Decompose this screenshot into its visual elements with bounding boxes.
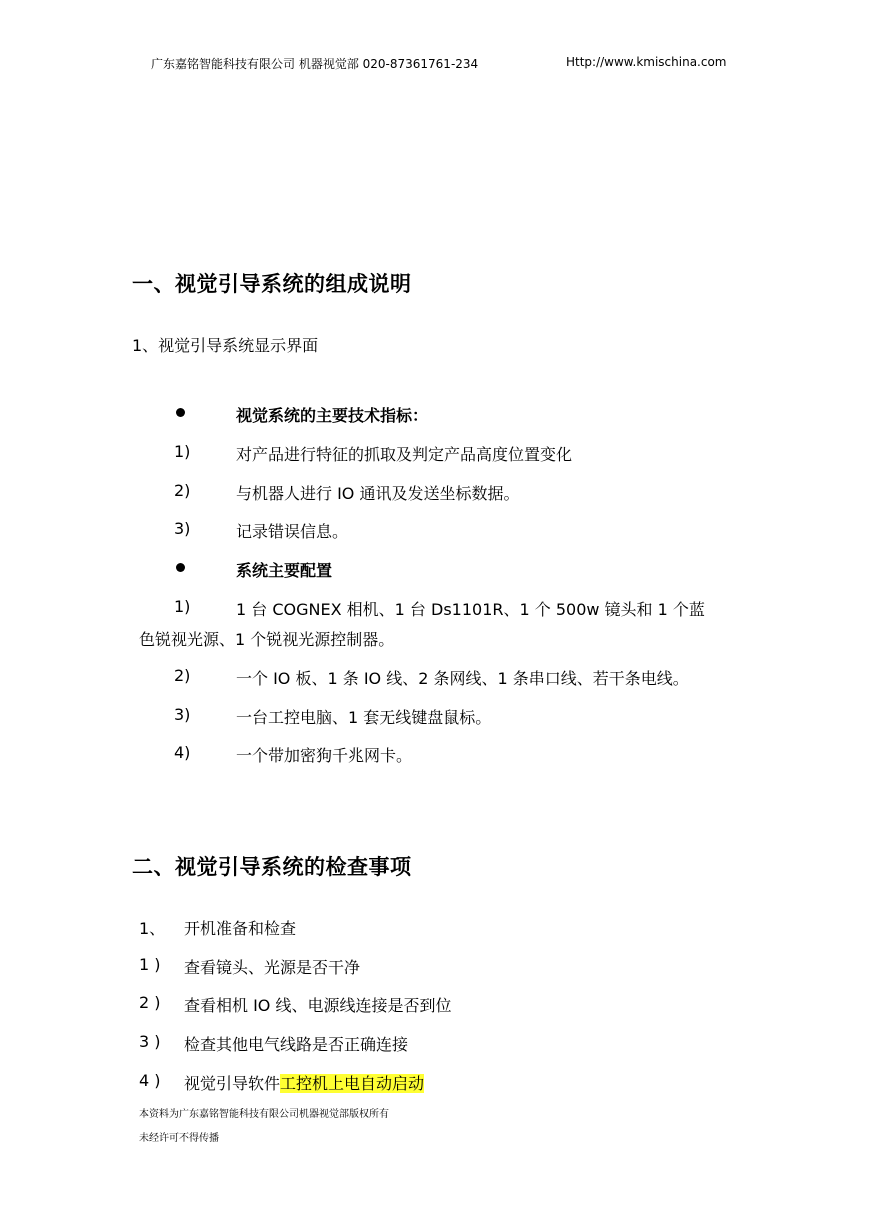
check-item-number: 4 ) [139, 1071, 161, 1090]
list-item-text: 与机器人进行 IO 通讯及发送坐标数据。 [236, 484, 520, 503]
list-item-text: 一台工控电脑、1 套无线键盘鼠标。 [236, 708, 492, 727]
check-item-text: 查看相机 IO 线、电源线连接是否到位 [184, 996, 452, 1015]
list-item-number: 2) [174, 666, 191, 685]
list-item-text: 记录错误信息。 [236, 522, 349, 541]
check-item-number: 1、 [139, 919, 166, 938]
list-item-continuation: 色锐视光源、1 个锐视光源控制器。 [139, 630, 395, 649]
section1-title: 一、视觉引导系统的组成说明 [132, 272, 412, 296]
check-item-text: 视觉引导软件 [184, 1074, 281, 1093]
section1-subtitle: 1、视觉引导系统显示界面 [132, 336, 319, 355]
list-item-number: 3) [174, 705, 191, 724]
list-item-text: 一个 IO 板、1 条 IO 线、2 条网线、1 条串口线、若干条电线。 [236, 669, 689, 688]
check-item-number: 1 ) [139, 955, 161, 974]
bullet-icon [176, 408, 185, 417]
footer-notice: 未经许可不得传播 [139, 1133, 219, 1144]
check-item-text: 查看镜头、光源是否干净 [184, 958, 361, 977]
header-company-line: 广东嘉铭智能科技有限公司 机器视觉部 020-87361761-234 [151, 57, 479, 71]
check-item-number: 3 ) [139, 1032, 161, 1051]
highlighted-text: 工控机上电自动启动 [280, 1074, 425, 1093]
check-item-number: 2 ) [139, 993, 161, 1012]
check-item-line [184, 1071, 424, 1094]
list-item-number: 2) [174, 481, 191, 500]
list-item-number: 1) [174, 442, 191, 461]
list-item-text: 1 台 COGNEX 相机、1 台 Ds1101R、1 个 500w 镜头和 1 个蓝 [236, 600, 705, 619]
section2-title: 二、视觉引导系统的检查事项 [132, 855, 412, 879]
list-item-number: 4) [174, 743, 191, 762]
list-item-text: 一个带加密狗千兆网卡。 [236, 746, 413, 765]
list-item-number: 3) [174, 519, 191, 538]
list-item-number: 1) [174, 597, 191, 616]
bullet2-label: 系统主要配置 [236, 561, 333, 580]
footer-copyright: 本资料为广东嘉铭智能科技有限公司机器视觉部版权所有 [139, 1109, 389, 1120]
check-item-text: 开机准备和检查 [184, 919, 297, 938]
bullet1-label: 视觉系统的主要技术指标： [236, 406, 429, 425]
bullet-icon [176, 563, 185, 572]
list-item-text: 对产品进行特征的抓取及判定产品高度位置变化 [236, 445, 573, 464]
check-item-text: 检查其他电气线路是否正确连接 [184, 1035, 409, 1054]
header-url[interactable]: Http://www.kmischina.com [566, 55, 727, 69]
